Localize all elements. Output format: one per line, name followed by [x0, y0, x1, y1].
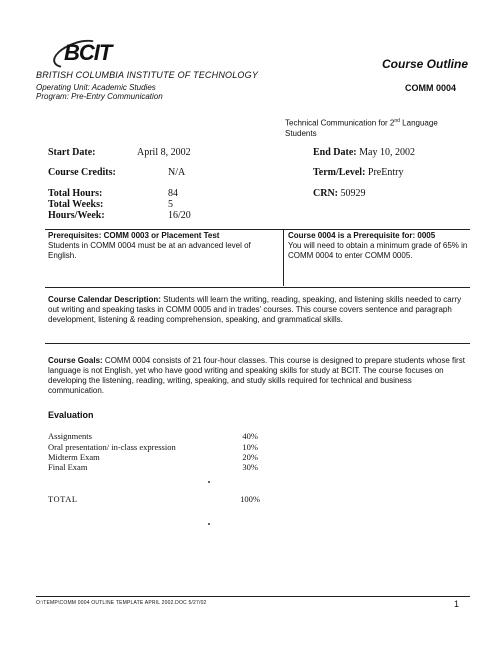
divider	[45, 343, 470, 344]
course-credits-value: N/A	[168, 167, 186, 178]
start-date-value: April 8, 2002	[137, 147, 191, 158]
operating-unit: Operating Unit: Academic Studies	[36, 83, 156, 92]
logo-text: BCIT	[64, 40, 112, 65]
eval-row-value: 30%	[242, 462, 258, 472]
divider	[45, 287, 470, 288]
start-date-label: Start Date:	[48, 147, 96, 158]
hours-per-week-label: Hours/Week:	[48, 210, 105, 221]
crn: CRN: 50929	[313, 188, 366, 199]
eval-row-label: Oral presentation/ in-class expression	[48, 442, 176, 452]
footer-divider	[36, 596, 470, 597]
end-date: End Date: May 10, 2002	[313, 147, 415, 158]
course-name: Technical Communication for 2nd Language Students	[285, 118, 438, 138]
total-value: 100%	[240, 494, 260, 504]
calendar-description: Course Calendar Description: Students will learn the writing, reading, speaking, and listening skills needed to carry out writing and speaking tasks in COMM 0005 and in trades' courses. This course covers sentence and paragraph development, listening & reading comprehension, speaking, and grammatical skills.	[48, 295, 462, 324]
eval-row-value: 20%	[242, 452, 258, 462]
institution-name: BRITISH COLUMBIA INSTITUTE OF TECHNOLOGY	[36, 70, 259, 80]
course-code: COMM 0004	[405, 83, 457, 93]
total-weeks-label: Total Weeks:	[48, 199, 104, 210]
document-title: Course Outline	[382, 57, 469, 71]
total-label: TOTAL	[48, 494, 78, 504]
course-credits-label: Course Credits:	[48, 167, 116, 178]
eval-row-label: Assignments	[48, 431, 92, 441]
course-goals: Course Goals: COMM 0004 consists of 21 four-hour classes. This course is designed to prepare students whose first language is not English, yet who have good writing and speaking skills for study at BCIT. The course focuses on developing the listening, reading, writing, speaking, and study skills required for technical and business communication.	[48, 356, 465, 395]
prerequisites-block: Prerequisites: COMM 0003 or Placement Test Students in COMM 0004 must be at an advanced level of English.	[48, 231, 251, 260]
total-hours-label: Total Hours:	[48, 188, 103, 199]
total-hours-value: 84	[168, 188, 178, 199]
bcit-logo	[52, 38, 118, 68]
evaluation-heading: Evaluation	[48, 410, 94, 420]
page-number: 1	[454, 599, 460, 609]
eval-row-label: Midterm Exam	[48, 452, 100, 462]
eval-row-label: Final Exam	[48, 462, 88, 472]
total-weeks-value: 5	[168, 199, 173, 210]
speck	[208, 523, 210, 525]
eval-row-value: 10%	[242, 442, 258, 452]
term-level: Term/Level: PreEntry	[313, 167, 404, 178]
prerequisite-for-block: Course 0004 is a Prerequisite for: 0005 You will need to obtain a minimum grade of 65% in COMM 0004 to enter COMM 0005.	[288, 231, 468, 260]
divider-vertical	[283, 230, 284, 286]
speck	[208, 481, 210, 483]
program-name: Program: Pre-Entry Communication	[36, 92, 163, 101]
footer-file-path: O:\TEMP\COMM 0004 OUTLINE TEMPLATE APRIL 2002.DOC 5/27/02	[36, 600, 207, 606]
hours-per-week-value: 16/20	[168, 210, 191, 221]
eval-row-value: 40%	[242, 431, 258, 441]
divider	[45, 229, 470, 230]
